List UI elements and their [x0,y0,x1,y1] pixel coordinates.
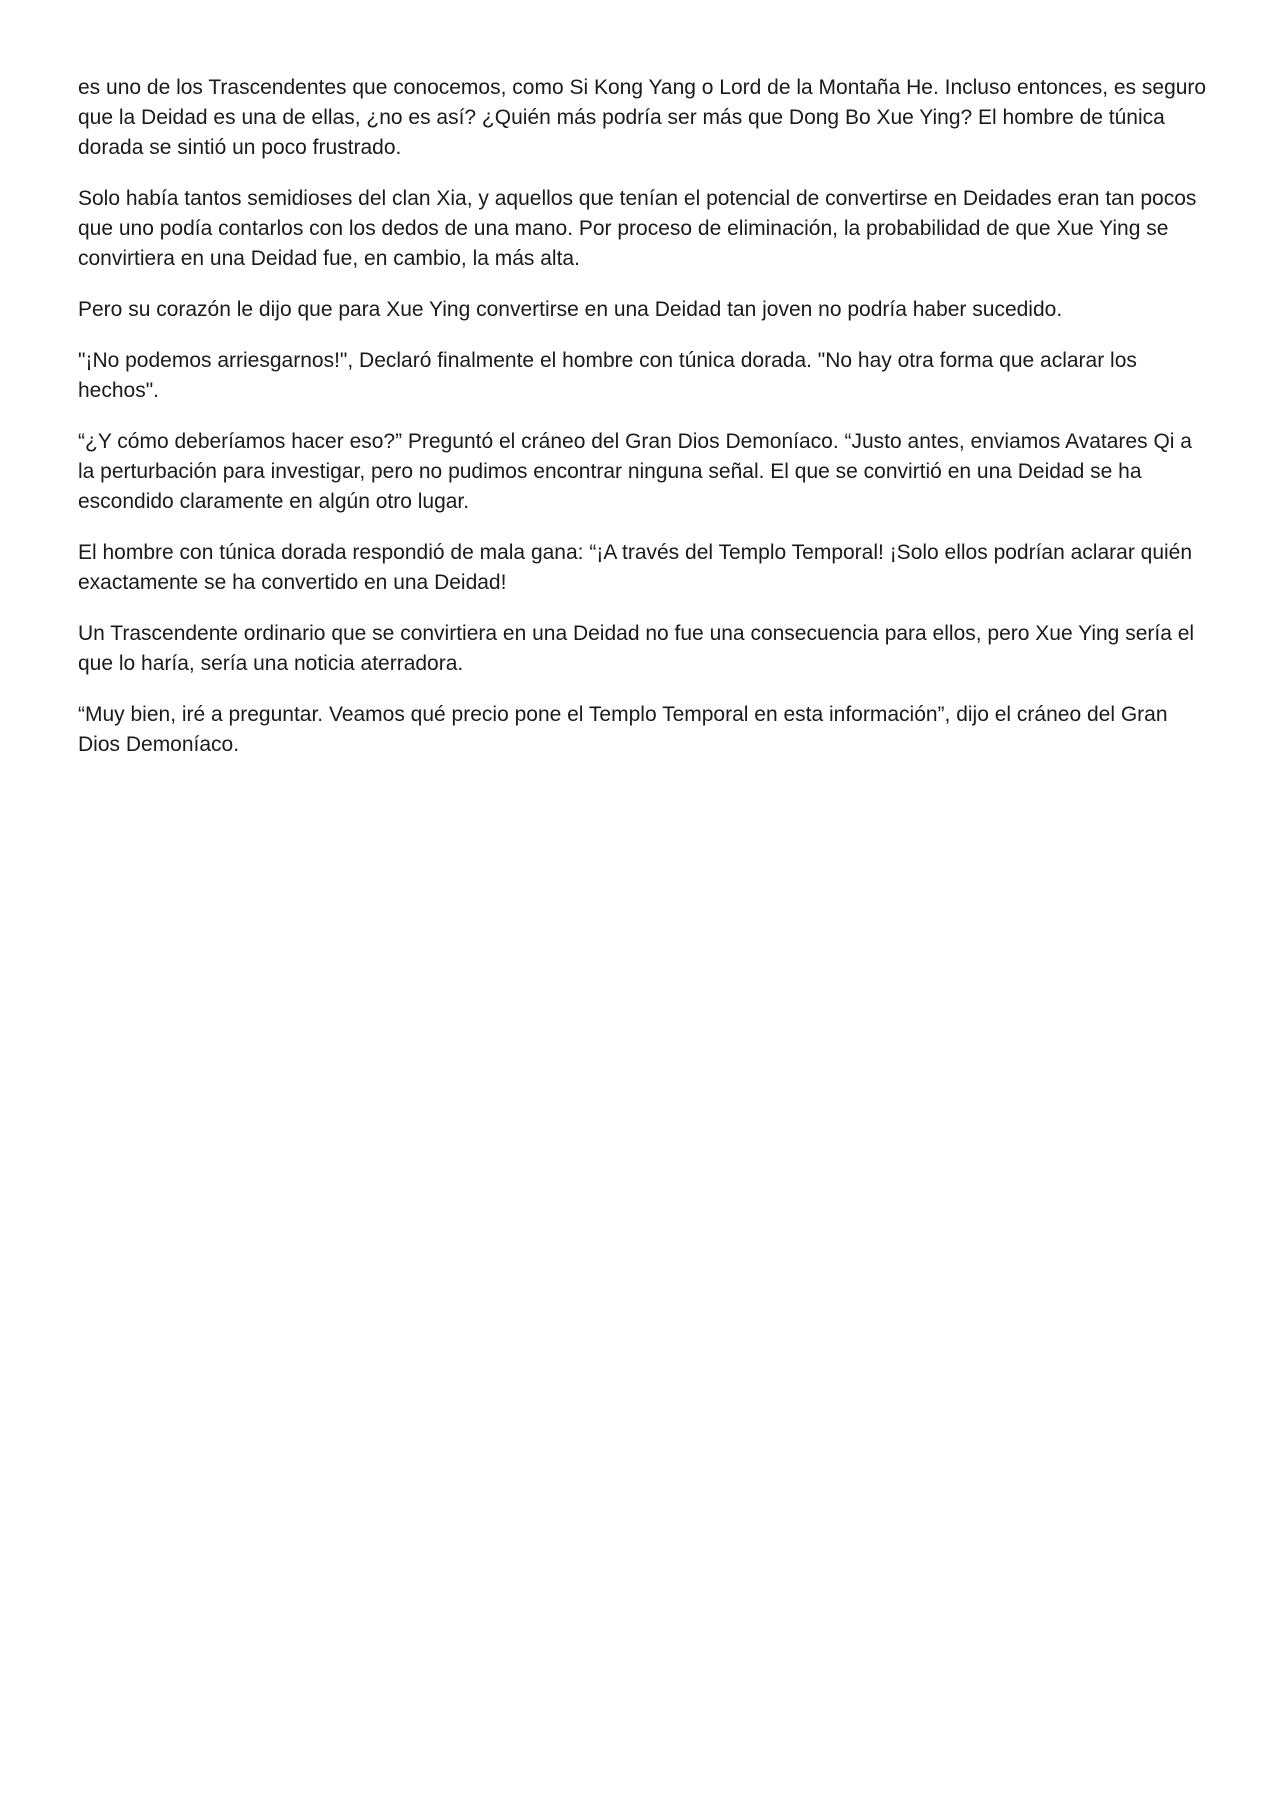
paragraph-8: “Muy bien, iré a preguntar. Veamos qué precio pone el Templo Temporal en esta información”, dijo el cráneo del Gran Dios Demoníaco. [78,703,1168,756]
paragraph-1: es uno de los Trascendentes que conocemos, como Si Kong Yang o Lord de la Montaña He. Incluso entonces, es seguro que la Deidad es una de ellas, ¿no es así? ¿Quién más podría ser más que Dong Bo Xue Ying? El hombre de túnica dorada se sintió un poco frustrado. [78,76,1207,159]
document-body [78,73,1208,781]
paragraph-5: “¿Y cómo deberíamos hacer eso?” Preguntó el cráneo del Gran Dios Demoníaco. “Justo antes, enviamos Avatares Qi a la perturbación para investigar, pero no pudimos encontrar ninguna señal. El que se convirtió en una Deidad se ha escondido claramente en algún otro lugar. [78,430,1192,513]
paragraph-7: Un Trascendente ordinario que se convirtiera en una Deidad no fue una consecuencia para ellos, pero Xue Ying sería el que lo haría, sería una noticia aterradora. [78,622,1195,675]
paragraph-3: Pero su corazón le dijo que para Xue Ying convertirse en una Deidad tan joven no podría haber sucedido. [78,298,1063,321]
paragraph-2: Solo había tantos semidioses del clan Xia, y aquellos que tenían el potencial de convertirse en Deidades eran tan pocos que uno podía contarlos con los dedos de una mano. Por proceso de eliminación, la probabilidad de que Xue Ying se convirtiera en una Deidad fue, en cambio, la más alta. [78,187,1197,270]
paragraph-6: El hombre con túnica dorada respondió de mala gana: “¡A través del Templo Temporal! ¡Solo ellos podrían aclarar quién exactamente se ha convertido en una Deidad! [78,541,1193,594]
paragraph-4: "¡No podemos arriesgarnos!", Declaró finalmente el hombre con túnica dorada. "No hay otra forma que aclarar los hechos". [78,349,1137,402]
